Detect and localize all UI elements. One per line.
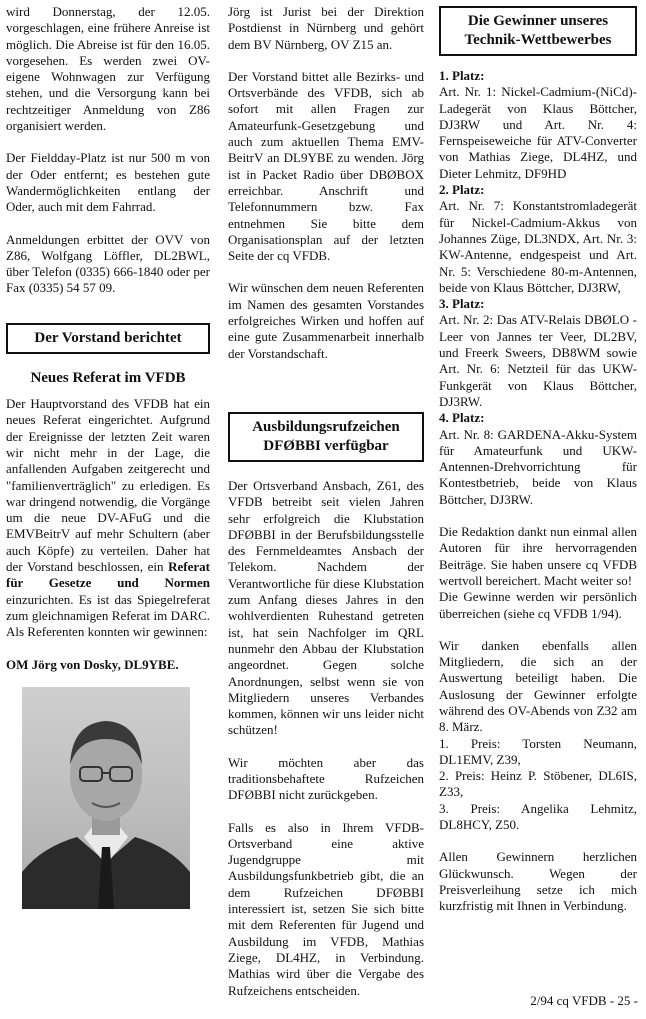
paragraph: Die Redaktion dankt nun einmal allen Autoren für ihre hervorragenden Beiträge. Sie haben unsere cq VFDB wertvoll bereichert. Macht weiter so! (439, 524, 637, 588)
prize-item: 3. Preis: Angelika Lehmitz, DL8HCY, Z50. (439, 800, 637, 833)
column-left (6, 4, 210, 909)
highlight-text: Referat für Gesetze und Normen (6, 559, 210, 591)
prize-item: 1. Preis: Torsten Neumann, DL1EMV, Z39, (439, 735, 637, 767)
paragraph: Der Fieldday-Platz ist nur 500 m von der Oder entfernt; es bestehen gute Wandermöglichkeiten entlang der Oder, auch mit dem Fahrrad. (6, 150, 210, 215)
paragraph: Der Ortsverband Ansbach, Z61, des VFDB betreibt seit vielen Jahren sehr erfolgreich die Klubstation DFØBBI in der Berufsbildungsstelle des Fernmeldeamtes Ansbach der Telekom. Nachdem der Verantwortliche für diese Klubstation zum Anfang dieses Jahres in den wohlverdienten Ruhestand getreten ist, hat sein Nachfolger im QRL nunmehr den Abbau der Klubstation angeordnet. Gegen solche Anordnungen, selbst wenn sie von Mitgliedern unseres Verbandes kommen, können wir uns leider nicht schützen! (228, 477, 424, 738)
place-text: Art. Nr. 7: Konstantstromladegerät für Nickel-Cadmium-Akkus von Johannes Züge, DL3NDX, Art. Nr. 3: KW-Antenne, endgespeist und Art. Nr. 5: Verschiedene 80-m-Antennen, beide von Klaus Böttcher, DJ3RW, (439, 198, 637, 295)
page-footer: 2/94 cq VFDB - 25 - (530, 993, 638, 1008)
section-header-line: Die Gewinner unseres (467, 13, 609, 29)
paragraph: Falls es also in Ihrem VFDB-Ortsverband eine aktive Jugendgruppe mit Ausbildungsfunkbetrieb gibt, die an dem Rufzeichen DFØBBI interessiert ist, setzen Sie sich bitte mit dem Referenten für Jugend und Ausbildung im VFDB, Mathias Ziege, DL4HZ, in Verbindung. Mathias wird über die Vergabe des Rufzeichens entscheiden. (228, 819, 424, 998)
section-header-line: DFØBBI verfügbar (263, 437, 389, 454)
column-middle (228, 4, 424, 1015)
place-text: Art. Nr. 1: Nickel-Cadmium-(NiCd)-Ladegerät von Klaus Böttcher, DJ3RW und Art. Nr. 4: Fernspeiseweiche für ATV-Converter von Mathias Ziege, DL4HZ, und Dieter Lehmitz, DF9HD (439, 84, 637, 181)
section-header-vorstand: Der Vorstand berichtet (6, 323, 210, 354)
author-name: OM Jörg von Dosky, DL9YBE. (6, 656, 179, 672)
column-right (439, 4, 637, 931)
paragraph: wird Donnerstag, der 12.05. vorgeschlagen, eine frühere Anreise ist möglich. Die Abreise ist für den 16.05. vorgesehen. Es werden zwei OV-eigene Wohnwagen zur Verfügung stehen, und die Versorgung kann bei rechtzeitiger Anmeldung von Z86 organisiert werden. (6, 4, 210, 134)
prize-item: 2. Preis: Heinz P. Stöbener, DL6IS, Z33, (439, 768, 637, 800)
section-header-gewinner (439, 6, 637, 56)
place-heading: 3. Platz: (439, 296, 485, 312)
paragraph: Allen Gewinnern herzlichen Glückwunsch. Wegen der Preisverleihung setze ich mich kurzfristig mit Ihnen in Verbindung. (439, 849, 637, 914)
paragraph: Wir möchten aber das traditionsbehaftete Rufzeichen DFØBBI nicht zurückgeben. (228, 754, 424, 803)
place-text: Art. Nr. 8: GARDENA-Akku-System für Amateurfunk und UKW-Antennen-Drehvorrichtung für Kontestbetrieb, beide von Klaus Böttcher, DJ3RW. (439, 426, 637, 507)
paragraph: Anmeldungen erbittet der OVV von Z86, Wolfgang Löffler, DL2BWL, über Telefon (0335) 666-1840 oder per Fax (0335) 54 57 09. (6, 231, 210, 296)
paragraph: Die Gewinne werden wir persönlich überreichen (siehe cq VFDB 1/94). (439, 589, 637, 621)
place-text: Art. Nr. 2: Das ATV-Relais DBØLO - Leer von Jannes ter Veer, DL2BV, und Freerk Sweers, DB8WM sowie Art. Nr. 6: Netzteil für das UKW-Funkgerät von Klaus Böttcher, DJ3RW. (439, 312, 637, 409)
paragraph: Der Hauptvorstand des VFDB hat ein neues Referat eingerichtet. Aufgrund der Ereignisse der letzten Zeit waren wir nicht mehr in der Lage, die anfallenden Aufgaben zeitgerecht und "familienverträglich" zu erledigen. Es war dringend notwendig, die Vorgänge um die neue DV-AFuG und die EMVBeitrV auf mehr Schultern (aber auch Köpfe) zu verteilen. Daher hat der Vorstand beschlossen, ein Referat für Gesetze und Normen einzurichten. Es ist das Spiegelreferat zum gleichnamigen Referat im DARC. Als Referenten konnten wir gewinnen: (6, 396, 210, 640)
section-header-ausbildung (228, 412, 424, 462)
place-heading: 1. Platz: (439, 68, 485, 83)
section-header-line: Technik-Wettbewerbes (464, 32, 612, 48)
paragraph: Der Vorstand bittet alle Bezirks- und Ortsverbände des VFDB, sich ab sofort mit allen Fragen zur Amateurfunk-Gesetzgebung und auch zum aktuellen Thema EMV-BeitrV an DL9YBE zu wenden. Jörg ist in Packet Radio über DBØBOX erreichbar. Anschrift und Telefonnummern bzw. Fax entnehmen Sie bitte dem Organisationsplan auf der letzten Seite der cq VFDB. (228, 68, 424, 264)
place-heading: 2. Platz: (439, 182, 485, 198)
paragraph: Jörg ist Jurist bei der Direktion Postdienst in Nürnberg und gehört dem BV Nürnberg, OV Z15 an. (228, 4, 424, 52)
portrait-photo (22, 687, 190, 909)
place-heading: 4. Platz: (439, 410, 485, 426)
paragraph: Wir wünschen dem neuen Referenten im Namen des gesamten Vorstandes erfolgreiches Wirken und hoffen auf eine gute Zusammenarbeit innerhalb der Vorstandschaft. (228, 280, 424, 361)
article-title: Neues Referat im VFDB (30, 369, 186, 386)
section-header-line: Ausbildungsrufzeichen (252, 418, 400, 435)
paragraph: Wir danken ebenfalls allen Mitgliedern, die sich an der Auswertung beteiligt haben. Die Auslosung der Gewinner erfolgte während des OV-Abends von Z32 am 8. März. (439, 637, 637, 735)
